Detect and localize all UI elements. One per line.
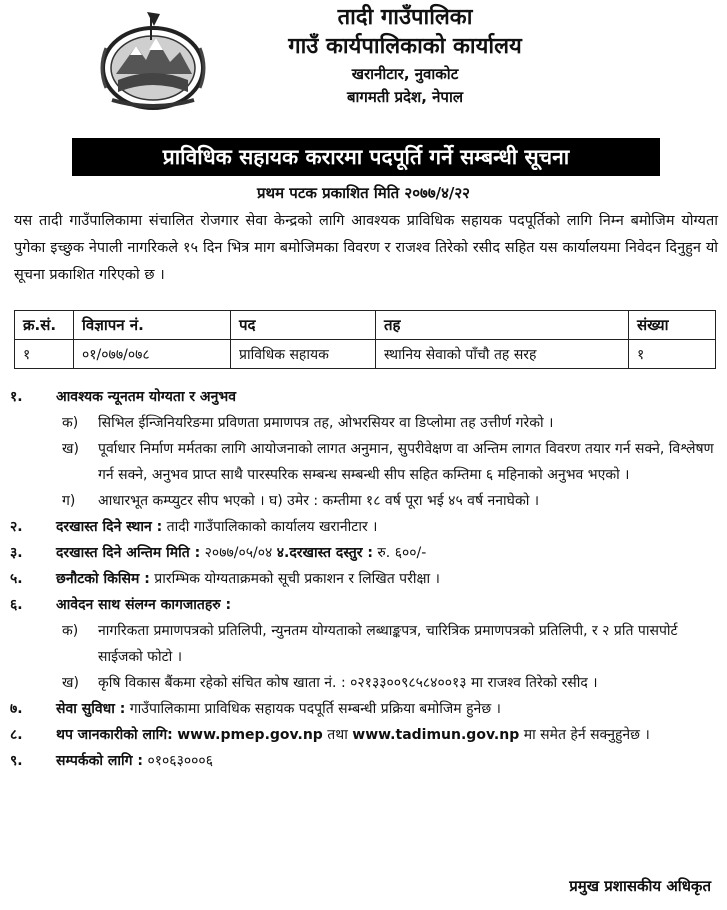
section-text: गाउँपालिकामा प्राविधिक सहायक पदपूर्ति सम्बन्धी प्रक्रिया बमोजिम हुनेछ । (125, 701, 501, 717)
section-title: दरखास्त दिने स्थान : (56, 519, 163, 535)
office-name: गाउँ कार्यपालिकाको कार्यालय (288, 34, 522, 59)
cell-advertisement-no: ०१/०७७/०७८ (74, 340, 231, 369)
cell-count: १ (629, 340, 716, 369)
item-label: क) (62, 623, 79, 639)
section-number: ३. (10, 545, 23, 561)
section-documents (10, 592, 720, 618)
list-item (10, 618, 720, 670)
website-link-tadimun[interactable]: www.tadimun.gov.np (352, 727, 520, 743)
section-text: तथा (322, 727, 353, 743)
office-header (0, 0, 727, 135)
header-count: संख्या (629, 311, 716, 340)
section-deadline-and-fee (10, 540, 720, 566)
municipality-name: तादी गाउँपालिका (337, 5, 473, 30)
header-level: तह (376, 311, 629, 340)
section-number: ८. (10, 727, 23, 743)
section-number: १. (10, 389, 23, 405)
intro-paragraph: यस तादी गाउँपालिकामा संचालित रोजगार सेवा केन्द्रको लागि आवश्यक प्राविधिक सहायक पदपूर्तिको लागि निम्न बमोजिम योग्यता पुगेका इच्छुक नेपाली नागरिकले १५ दिन भित्र माग बमोजिमका विवरण र राजश्व तिरेको रसीद सहित यस कार्यालयमा निवेदन दिनुहुन यो सूचना प्रकाशित गरिएको छ । (14, 213, 718, 283)
list-item (10, 436, 720, 488)
office-province: बागमती प्रदेश, नेपाल (346, 88, 464, 106)
header-position: पद (231, 311, 376, 340)
section-title: आवश्यक न्यूनतम योग्यता र अनुभव (56, 389, 237, 405)
section-title: सम्पर्कको लागि : (56, 753, 143, 769)
section-facilities (10, 696, 720, 722)
section-number: ५. (10, 571, 23, 587)
item-text: नागरिकता प्रमाणपत्रको प्रतिलिपी, न्युनतम योग्यताको लब्धाङ्कपत्र, चारित्रिक प्रमाणपत्रको प्रतिलिपी, र २ प्रति पासपोर्ट साईजको फोटो । (98, 623, 678, 665)
cell-position: प्राविधिक सहायक (231, 340, 376, 369)
cell-level: स्थानिय सेवाको पाँचौ तह सरह (376, 340, 629, 369)
section-number: ७. (10, 701, 23, 717)
section-number: ९. (10, 753, 23, 769)
section-title: सेवा सुविधा : (56, 701, 126, 717)
office-name-block (240, 4, 570, 108)
notice-title: प्राविधिक सहायक करारमा पदपूर्ति गर्ने सम्बन्धी सूचना (72, 138, 660, 176)
item-text: आधारभूत कम्प्युटर सीप भएको । घ) उमेर : कम्तीमा १८ वर्ष पूरा भई ४५ वर्ष ननाघेको । (98, 493, 540, 509)
section-text: प्रारम्भिक योग्यताक्रमको सूची प्रकाशन र लिखित परीक्षा । (149, 571, 440, 587)
section-title: आवेदन साथ संलग्न कागजातहरु : (56, 597, 232, 613)
section-selection-type (10, 566, 720, 592)
signatory-title: प्रमुख प्रशासकीय अधिकृत (569, 877, 711, 895)
cell-serial: १ (15, 340, 74, 369)
item-text: कृषि विकास बैंकमा रहेको संचित कोष खाता नं. : ०२१३३००९८५८४००१३ मा राजश्व तिरेको रसीद । (98, 675, 598, 691)
section-qualification (10, 384, 720, 410)
section-title: छनौटको किसिम : (56, 571, 150, 587)
fee-amount: रु. ६००/- (372, 545, 427, 561)
contact-number: ०१०६३०००६ (143, 753, 213, 769)
item-label: ग) (62, 493, 76, 509)
section-title: दरखास्त दिने अन्तिम मिति : (56, 545, 201, 561)
office-location: खरानीटार, नुवाकोट (351, 65, 459, 83)
website-link-pmep[interactable]: www.pmep.gov.np (177, 727, 323, 743)
section-number: २. (10, 519, 23, 535)
list-item (10, 670, 720, 696)
section-application-place (10, 514, 720, 540)
section-title: थप जानकारीको लागि: (56, 727, 173, 743)
table-row (15, 340, 716, 369)
vacancy-table (14, 310, 716, 369)
section-text: मा समेत हेर्न सक्नुहुनेछ । (519, 727, 650, 743)
header-serial: क्र.सं. (15, 311, 74, 340)
item-label: ख) (62, 675, 79, 691)
deadline-date: २०७७/०५/०४ (200, 545, 277, 561)
item-label: ख) (62, 441, 79, 457)
item-label: क) (62, 415, 79, 431)
table-header-row (15, 311, 716, 340)
publish-date: प्रथम पटक प्रकाशित मिति २०७७/४/२२ (256, 184, 470, 202)
list-item (10, 410, 720, 436)
section-text: तादी गाउँपालिकाको कार्यालय खरानीटार । (162, 519, 378, 535)
section-more-info (10, 722, 720, 748)
section-number: ६. (10, 597, 23, 613)
nepal-government-emblem-icon (92, 8, 214, 112)
item-text: सिभिल ईन्जिनियरिङमा प्रविणता प्रमाणपत्र तह, ओभरसियर वा डिप्लोमा तह उत्तीर्ण गरेको । (98, 415, 554, 431)
requirements-list (10, 384, 720, 774)
fee-title: ४.दरखास्त दस्तुर : (276, 545, 373, 561)
item-text: पूर्वाधार निर्माण मर्मतका लागि आयोजनाको लागत अनुमान, सुपरीवेक्षण वा अन्तिम लागत विवरण तयार गर्न सक्ने, विश्लेषण गर्न सक्ने, अनुभव प्राप्त साथै पारस्परिक सम्बन्ध सम्बन्धी सीप सहित कम्तिमा ६ महिनाको अनुभव भएको । (98, 441, 714, 483)
header-advertisement-no: विज्ञापन नं. (74, 311, 231, 340)
section-contact (10, 748, 720, 774)
list-item (10, 488, 720, 514)
